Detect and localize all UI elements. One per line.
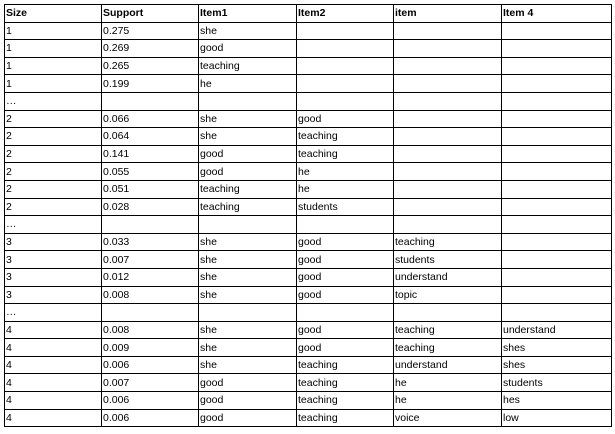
table-cell-item1: good — [199, 374, 297, 392]
table-cell-item3 — [394, 57, 502, 75]
table-cell-item2: good — [297, 286, 394, 304]
table-cell-item1: she — [199, 339, 297, 357]
table-row — [5, 198, 612, 216]
table-cell-support: 0.008 — [102, 286, 199, 304]
table-row — [5, 110, 612, 128]
table-cell-support: 0.008 — [102, 321, 199, 339]
table-cell-item4 — [502, 198, 612, 216]
table-row — [5, 268, 612, 286]
table-cell-item4: hes — [502, 392, 612, 410]
column-header-item1: Item1 — [199, 5, 297, 23]
table-cell-item1: good — [199, 163, 297, 181]
table-cell-item4 — [502, 57, 612, 75]
table-cell-item4: students — [502, 374, 612, 392]
table-cell-support: 0.265 — [102, 57, 199, 75]
table-cell-item1: teaching — [199, 180, 297, 198]
table-row — [5, 128, 612, 146]
table-cell-size: 4 — [5, 409, 102, 427]
table-cell-size: 4 — [5, 321, 102, 339]
table-cell-item1: she — [199, 251, 297, 269]
table-row — [5, 251, 612, 269]
column-header-size: Size — [5, 5, 102, 23]
table-cell-item2 — [297, 40, 394, 58]
table-row — [5, 180, 612, 198]
table-cell-item3: students — [394, 251, 502, 269]
table-cell-item2: he — [297, 180, 394, 198]
table-cell-item4 — [502, 145, 612, 163]
table-cell-item1: teaching — [199, 57, 297, 75]
table-cell-size: 1 — [5, 22, 102, 40]
table-cell-item1: he — [199, 75, 297, 93]
table-cell-size: 2 — [5, 163, 102, 181]
table-cell-size: … — [5, 216, 102, 234]
table-cell-item2 — [297, 75, 394, 93]
table-cell-size: 2 — [5, 128, 102, 146]
table-cell-item1: she — [199, 321, 297, 339]
table-row — [5, 304, 612, 322]
table-cell-item3: teaching — [394, 321, 502, 339]
table-cell-item1: she — [199, 110, 297, 128]
table-cell-item2: teaching — [297, 374, 394, 392]
table-cell-item1 — [199, 216, 297, 234]
table-cell-support: 0.064 — [102, 128, 199, 146]
column-header-support: Support — [102, 5, 199, 23]
table-cell-size: 4 — [5, 374, 102, 392]
table-cell-item1: she — [199, 22, 297, 40]
table-cell-item3 — [394, 180, 502, 198]
table-cell-size: 2 — [5, 180, 102, 198]
table-header — [5, 5, 612, 23]
table-cell-support: 0.006 — [102, 409, 199, 427]
table-cell-item4 — [502, 286, 612, 304]
table-cell-item1: teaching — [199, 198, 297, 216]
table-cell-item2: good — [297, 233, 394, 251]
table-cell-item3: teaching — [394, 233, 502, 251]
table-cell-item4: shes — [502, 356, 612, 374]
table-cell-item3: understand — [394, 356, 502, 374]
table-cell-item4 — [502, 163, 612, 181]
table-cell-item4 — [502, 128, 612, 146]
table-cell-support — [102, 92, 199, 110]
table-cell-item2 — [297, 304, 394, 322]
table-cell-item2: students — [297, 198, 394, 216]
table-cell-item4 — [502, 268, 612, 286]
table-row — [5, 145, 612, 163]
table-cell-item2 — [297, 216, 394, 234]
table-row — [5, 57, 612, 75]
table-cell-item1: she — [199, 268, 297, 286]
table-cell-item3 — [394, 145, 502, 163]
table-cell-item4 — [502, 92, 612, 110]
table-cell-item4 — [502, 22, 612, 40]
table-cell-support: 0.066 — [102, 110, 199, 128]
table-cell-support: 0.275 — [102, 22, 199, 40]
table-row — [5, 92, 612, 110]
table-cell-support: 0.033 — [102, 233, 199, 251]
table-cell-item2: good — [297, 268, 394, 286]
table-cell-item2: he — [297, 163, 394, 181]
table-row — [5, 286, 612, 304]
table-cell-item3: he — [394, 374, 502, 392]
table-cell-item2 — [297, 92, 394, 110]
table-cell-support: 0.199 — [102, 75, 199, 93]
table-cell-item2: teaching — [297, 356, 394, 374]
table-cell-item3 — [394, 110, 502, 128]
table-cell-size: 1 — [5, 57, 102, 75]
table-cell-size: 3 — [5, 268, 102, 286]
table-cell-item3 — [394, 163, 502, 181]
table-cell-item2: teaching — [297, 409, 394, 427]
table-cell-item4 — [502, 216, 612, 234]
table-cell-item4: understand — [502, 321, 612, 339]
table-cell-size: 3 — [5, 233, 102, 251]
column-header-item2: Item2 — [297, 5, 394, 23]
table-cell-item3: understand — [394, 268, 502, 286]
table-cell-item1: good — [199, 40, 297, 58]
table-cell-item2 — [297, 57, 394, 75]
table-row — [5, 374, 612, 392]
table-row — [5, 75, 612, 93]
table-body — [5, 22, 612, 427]
table-cell-support: 0.006 — [102, 356, 199, 374]
table-row — [5, 409, 612, 427]
column-header-item4: Item 4 — [502, 5, 612, 23]
table-cell-item4 — [502, 40, 612, 58]
table-cell-item1: good — [199, 409, 297, 427]
table-cell-item4 — [502, 180, 612, 198]
table-cell-item2: good — [297, 110, 394, 128]
table-cell-support: 0.028 — [102, 198, 199, 216]
table-cell-item1: good — [199, 392, 297, 410]
table-cell-item2 — [297, 22, 394, 40]
table-cell-support: 0.009 — [102, 339, 199, 357]
table-cell-item1: she — [199, 356, 297, 374]
table-cell-support: 0.007 — [102, 374, 199, 392]
table-cell-item3: voice — [394, 409, 502, 427]
table-cell-item4: low — [502, 409, 612, 427]
table-cell-size: 4 — [5, 339, 102, 357]
table-cell-item3 — [394, 75, 502, 93]
table-cell-size: 2 — [5, 145, 102, 163]
table-cell-item2: teaching — [297, 392, 394, 410]
table-cell-item3: teaching — [394, 339, 502, 357]
table-cell-size: 4 — [5, 356, 102, 374]
table-cell-item4: shes — [502, 339, 612, 357]
table-cell-item4 — [502, 233, 612, 251]
table-cell-size: 1 — [5, 40, 102, 58]
table-cell-item3 — [394, 92, 502, 110]
table-cell-item3 — [394, 40, 502, 58]
table-cell-item3 — [394, 128, 502, 146]
table-cell-item1: she — [199, 128, 297, 146]
table-cell-support: 0.141 — [102, 145, 199, 163]
table-cell-size: … — [5, 304, 102, 322]
table-cell-item2: teaching — [297, 128, 394, 146]
table-cell-item2: good — [297, 321, 394, 339]
table-row — [5, 22, 612, 40]
table-cell-support: 0.007 — [102, 251, 199, 269]
table-cell-size: 1 — [5, 75, 102, 93]
table-row — [5, 356, 612, 374]
table-cell-size: 2 — [5, 198, 102, 216]
table-cell-item3: he — [394, 392, 502, 410]
table-cell-size: 3 — [5, 286, 102, 304]
table-cell-item3 — [394, 198, 502, 216]
table-cell-support: 0.051 — [102, 180, 199, 198]
table-cell-item1: she — [199, 286, 297, 304]
table-row — [5, 233, 612, 251]
table-cell-item1: good — [199, 145, 297, 163]
table-cell-item3 — [394, 216, 502, 234]
table-row — [5, 321, 612, 339]
table-cell-item4 — [502, 251, 612, 269]
header-row — [5, 5, 612, 23]
table-cell-support — [102, 216, 199, 234]
table-cell-item4 — [502, 304, 612, 322]
table-cell-support: 0.269 — [102, 40, 199, 58]
table-row — [5, 339, 612, 357]
table-row — [5, 40, 612, 58]
table-row — [5, 392, 612, 410]
table-cell-item3 — [394, 304, 502, 322]
table-cell-item2: good — [297, 251, 394, 269]
table-cell-item4 — [502, 110, 612, 128]
table-row — [5, 163, 612, 181]
table-cell-item2: good — [297, 339, 394, 357]
table-cell-item3 — [394, 22, 502, 40]
itemset-table — [4, 4, 612, 427]
table-cell-support: 0.012 — [102, 268, 199, 286]
table-cell-size: … — [5, 92, 102, 110]
table-cell-item1 — [199, 304, 297, 322]
table-cell-item3: topic — [394, 286, 502, 304]
table-cell-size: 4 — [5, 392, 102, 410]
table-cell-item1: she — [199, 233, 297, 251]
table-cell-support — [102, 304, 199, 322]
table-cell-size: 2 — [5, 110, 102, 128]
table-cell-support: 0.006 — [102, 392, 199, 410]
table-cell-item2: teaching — [297, 145, 394, 163]
column-header-item3: item — [394, 5, 502, 23]
table-row — [5, 216, 612, 234]
table-cell-support: 0.055 — [102, 163, 199, 181]
table-cell-item4 — [502, 75, 612, 93]
table-cell-item1 — [199, 92, 297, 110]
table-cell-size: 3 — [5, 251, 102, 269]
